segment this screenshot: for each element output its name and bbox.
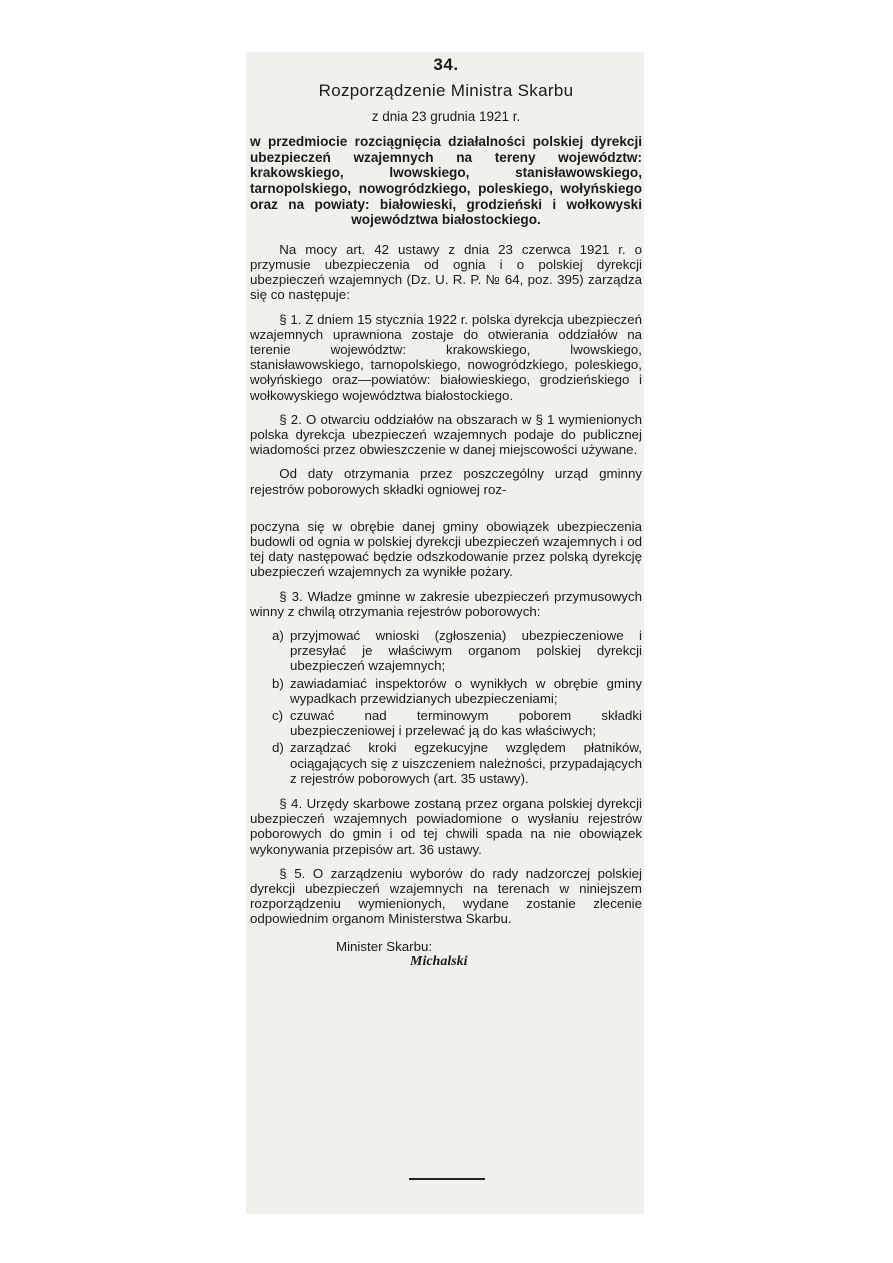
- list-item-text: przyjmować wnioski (zgłoszenia) ubezpieczeniowe i przesyłać je właściwym organom polskiej dyrekcji ubezpieczeń wzajemnych;: [290, 628, 642, 674]
- paragraph-3-list: [250, 628, 642, 786]
- paragraph-5: § 5. O zarządzeniu wyborów do rady nadzorczej polskiej dyrekcji ubezpieczeń wzajemnych na terenach w niniejszem rozporządzeniu wymienionych, wydane zostanie zlecenie odpowiednim organom Ministerstwa Skarbu.: [250, 865, 642, 927]
- paragraph-1: § 1. Z dniem 15 stycznia 1922 r. polska dyrekcja ubezpieczeń wzajemnych uprawniona zostaje do otwierania oddziałów na terenie województw: krakowskiego, lwowskiego, stanisławowskiego, tarnopolskiego, nowogródzkiego, poleskiego, wołyńskiego oraz—powiatów: białowieskiego, grodzieńskiego i wołkowyskiego województwa białostockiego.: [250, 311, 642, 403]
- list-item-label: b): [272, 675, 284, 691]
- list-item-text: zawiadamiać inspektorów o wynikłych w obrębie gminy wypadkach przewidzianych ubezpieczeniami;: [290, 675, 642, 706]
- document-body: [250, 55, 642, 969]
- list-item-label: c): [272, 708, 284, 724]
- document-date: z dnia 23 grudnia 1921 r.: [371, 109, 521, 124]
- signature-role: Minister Skarbu:: [336, 938, 433, 954]
- signature-name: Michalski: [410, 953, 468, 969]
- preamble: Na mocy art. 42 ustawy z dnia 23 czerwca 1921 r. o przymusie ubezpieczenia od ognia i o polskiej dyrekcji ubezpieczeń wzajemnych (Dz. U. R. P. № 64, poz. 395) zarządza się co następuje:: [250, 241, 642, 303]
- list-item: [272, 740, 642, 786]
- document-title: Rozporządzenie Ministra Skarbu: [318, 81, 574, 100]
- list-item-label: d): [272, 740, 284, 756]
- document-number: 34.: [433, 55, 459, 74]
- paragraph-3: § 3. Władze gminne w zakresie ubezpieczeń przymusowych winny z chwilą otrzymania rejestrów poborowych:: [250, 588, 642, 619]
- list-item-text: zarządzać kroki egzekucyjne względem płatników, ociągających się z uiszczeniem należności, przypadających z rejestrów poborowych (art. 35 ustawy).: [290, 740, 642, 786]
- paragraph-2-continued: Od daty otrzymania przez poszczególny urząd gminny rejestrów poborowych składki ogniowej roz-: [250, 466, 642, 497]
- closing-rule: [409, 1178, 485, 1180]
- list-item: [272, 628, 642, 674]
- page-gap: [250, 497, 642, 519]
- list-item-label: a): [272, 628, 284, 644]
- list-item-text: czuwać nad terminowym poborem składki ubezpieczeniowej i przelewać ją do kas właściwych;: [290, 708, 642, 739]
- list-item: [272, 676, 642, 706]
- paragraph-4: § 4. Urzędy skarbowe zostaną przez organa polskiej dyrekcji ubezpieczeń wzajemnych powiadomione o wysłaniu rejestrów poborowych do gmin i od tej chwili spada na nie obowiązek wykonywania przepisów art. 36 ustawy.: [250, 796, 642, 857]
- signature-block: [250, 939, 642, 969]
- document-subject: w przedmiocie rozciągnięcia działalności polskiej dyrekcji ubezpieczeń wzajemnych na tereny województw: krakowskiego, lwowskiego, stanisławowskiego, tarnopolskiego, nowogródzkiego, poleskiego, wołyńskiego oraz na powiaty: białowieski, grodzieński i wołkowyski województwa białostockiego.: [250, 134, 642, 228]
- paragraph-2: § 2. O otwarciu oddziałów na obszarach w § 1 wymienionych polska dyrekcja ubezpieczeń wzajemnych podaje do publicznej wiadomości przez obwieszczenie w danej miejscowości używane.: [250, 411, 642, 458]
- list-item: [272, 708, 642, 738]
- paragraph-2-end: poczyna się w obrębie danej gminy obowiązek ubezpieczenia budowli od ognia w polskiej dyrekcji ubezpieczeń wzajemnych i od tej daty następować będzie odszkodowanie przez polską dyrekcję ubezpieczeń wzajemnych za wynikłe pożary.: [250, 518, 642, 580]
